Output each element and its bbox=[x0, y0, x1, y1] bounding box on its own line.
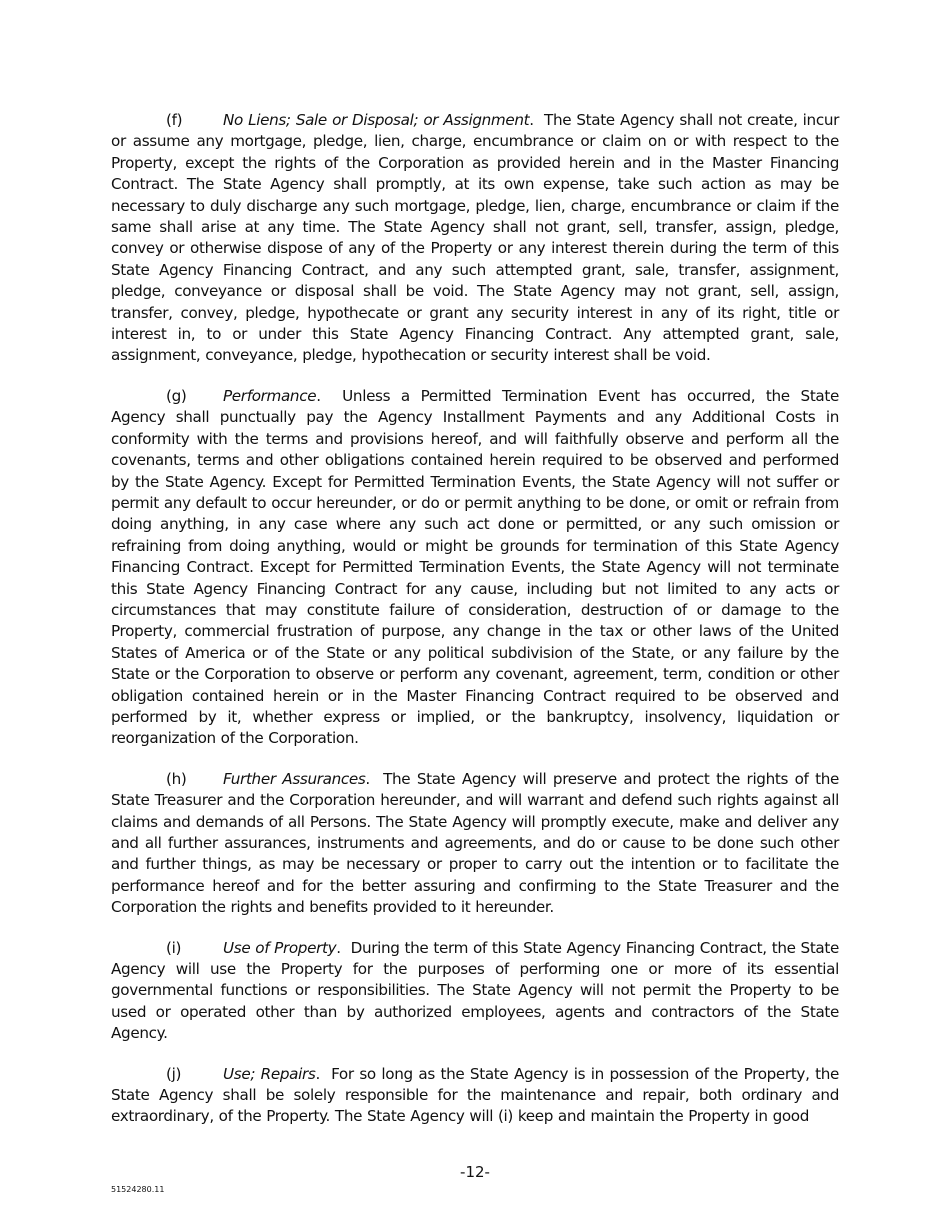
section-heading: Further Assurances bbox=[223, 769, 366, 788]
section-number: (j) bbox=[166, 1064, 182, 1083]
page-number: -12- bbox=[460, 1163, 490, 1181]
section-body: The State Agency shall not create, incur or assume any mortgage, pledge, lien, charge, encumbrance or claim on or with respect to the Property, except the rights of the Corporation as provided herein and in the Master Financing Contract. The State Agency shall promptly, at its own expense, take such action as may be necessary to duly discharge any such mortgage, pledge, lien, charge, encumbrance or claim if the same shall arise at any time. The State Agency shall not grant, sell, transfer, assign, pledge, convey or otherwise dispose of any of the Property or any interest therein during the term of this State Agency Financing Contract, and any such attempted grant, sale, transfer, assignment, pledge, conveyance or disposal shall be void. The State Agency may not grant, sell, assign, transfer, convey, pledge, hypothecate or grant any security interest in any of its right, title or interest in, to or under this State Agency Financing Contract. Any attempted grant, sale, assignment, conveyance, pledge, hypothecation or security interest shall be void. bbox=[111, 111, 840, 365]
document-page bbox=[111, 110, 839, 1147]
section-heading: Performance bbox=[223, 386, 317, 405]
section-body: For so long as the State Agency is in possession of the Property, the State Agency shall be solely responsible for the maintenance and repair, both ordinary and extraordinary, of the Property. The State Agency will (i) keep and maintain the Property in good bbox=[111, 1064, 839, 1126]
section-number: (i) bbox=[166, 938, 182, 957]
section-g: (g) Performance. Unless a Permitted Termination Event has occurred, the State Agency shall punctually pay the Agency Installment Payments and any Additional Costs in conformity with the terms and provisions hereof, and will faithfully observe and perform all the covenants, terms and other obligations contained herein required to be observed and performed by the State Agency. Except for Permitted Termination Events, the State Agency will not suffer or permit any default to occur hereunder, or do or permit anything to be done, or omit or refrain from doing anything, in any case where any such act done or permitted, or any such omission or refraining from doing anything, would or might be grounds for termination of this State Agency Financing Contract. Except for Permitted Termination Events, the State Agency will not terminate this State Agency Financing Contract for any cause, including but not limited to any acts or circumstances that may constitute failure of consideration, destruction of or damage to the Property, commercial frustration of purpose, any change in the tax or other laws of the United States of America or of the State or any political subdivision of the State, or any failure by the State or the Corporation to observe or perform any covenant, agreement, term, condition or other obligation contained herein or in the Master Financing Contract required to be observed and performed by it, whether express or implied, or the bankruptcy, insolvency, liquidation or reorganization of the Corporation. bbox=[111, 386, 839, 748]
section-j: (j) Use; Repairs. For so long as the State Agency is in possession of the Property, the State Agency shall be solely responsible for the maintenance and repair, both ordinary and extraordinary, of the Property. The State Agency will (i) keep and maintain the Property in good bbox=[111, 1064, 839, 1126]
section-i: (i) Use of Property. During the term of this State Agency Financing Contract, the State Agency will use the Property for the purposes of performing one or more of its essential governmental functions or responsibilities. The State Agency will not permit the Property to be used or operated other than by authorized employees, agents and contractors of the State Agency. bbox=[111, 938, 839, 1043]
section-heading: Use of Property bbox=[223, 938, 337, 957]
section-body: Unless a Permitted Termination Event has occurred, the State Agency shall punctually pay the Agency Installment Payments and any Additional Costs in conformity with the terms and provisions hereof, and will faithfully observe and perform all the covenants, terms and other obligations contained herein required to be observed and performed by the State Agency. Except for Permitted Termination Events, the State Agency will not suffer or permit any default to occur hereunder, or do or permit anything to be done, or omit or refrain from doing anything, in any case where any such act done or permitted, or any such omission or refraining from doing anything, would or might be grounds for termination of this State Agency Financing Contract. Except for Permitted Termination Events, the State Agency will not terminate this State Agency Financing Contract for any cause, including but not limited to any acts or circumstances that may constitute failure of consideration, destruction of or damage to the Property, commercial frustration of purpose, any change in the tax or other laws of the United States of America or of the State or any political subdivision of the State, or any failure by the State or the Corporation to observe or perform any covenant, agreement, term, condition or other obligation contained herein or in the Master Financing Contract required to be observed and performed by it, whether express or implied, or the bankruptcy, insolvency, liquidation or reorganization of the Corporation. bbox=[111, 386, 839, 748]
section-body: During the term of this State Agency Financing Contract, the State Agency will use the Property for the purposes of performing one or more of its essential governmental functions or responsibilities. The State Agency will not permit the Property to be used or operated other than by authorized employees, agents and contractors of the State Agency. bbox=[111, 938, 839, 1043]
section-heading: Use; Repairs bbox=[223, 1064, 316, 1083]
section-h: (h) Further Assurances. The State Agency will preserve and protect the rights of the State Treasurer and the Corporation hereunder, and will warrant and defend such rights against all claims and demands of all Persons. The State Agency will promptly execute, make and deliver any and all further assurances, instruments and agreements, and do or cause to be done such other and further things, as may be necessary or proper to carry out the intention or to facilitate the performance hereof and for the better assuring and confirming to the State Treasurer and the Corporation the rights and benefits provided to it hereunder. bbox=[111, 769, 840, 917]
section-heading: No Liens; Sale or Disposal; or Assignment bbox=[223, 111, 530, 129]
section-number: (g) bbox=[166, 386, 187, 405]
section-body: The State Agency will preserve and protect the rights of the State Treasurer and the Corporation hereunder, and will warrant and defend such rights against all claims and demands of all Persons. The State Agency will promptly execute, make and deliver any and all further assurances, instruments and agreements, and do or cause to be done such other and further things, as may be necessary or proper to carry out the intention or to facilitate the performance hereof and for the better assuring and confirming to the State Treasurer and the Corporation the rights and benefits provided to it hereunder. bbox=[111, 769, 840, 917]
section-f: (f) No Liens; Sale or Disposal; or Assignment. The State Agency shall not create, incur or assume any mortgage, pledge, lien, charge, encumbrance or claim on or with respect to the Property, except the rights of the Corporation as provided herein and in the Master Financing Contract. The State Agency shall promptly, at its own expense, take such action as may be necessary to duly discharge any such mortgage, pledge, lien, charge, encumbrance or claim if the same shall arise at any time. The State Agency shall not grant, sell, transfer, assign, pledge, convey or otherwise dispose of any of the Property or any interest therein during the term of this State Agency Financing Contract, and any such attempted grant, sale, transfer, assignment, pledge, conveyance or disposal shall be void. The State Agency may not grant, sell, assign, transfer, convey, pledge, hypothecate or grant any security interest in any of its right, title or interest in, to or under this State Agency Financing Contract. Any attempted grant, sale, assignment, conveyance, pledge, hypothecation or security interest shall be void. bbox=[111, 111, 840, 365]
section-number: (h) bbox=[166, 769, 187, 788]
section-number: (f) bbox=[166, 111, 183, 129]
document-id: 51524280.11 bbox=[111, 1185, 165, 1194]
